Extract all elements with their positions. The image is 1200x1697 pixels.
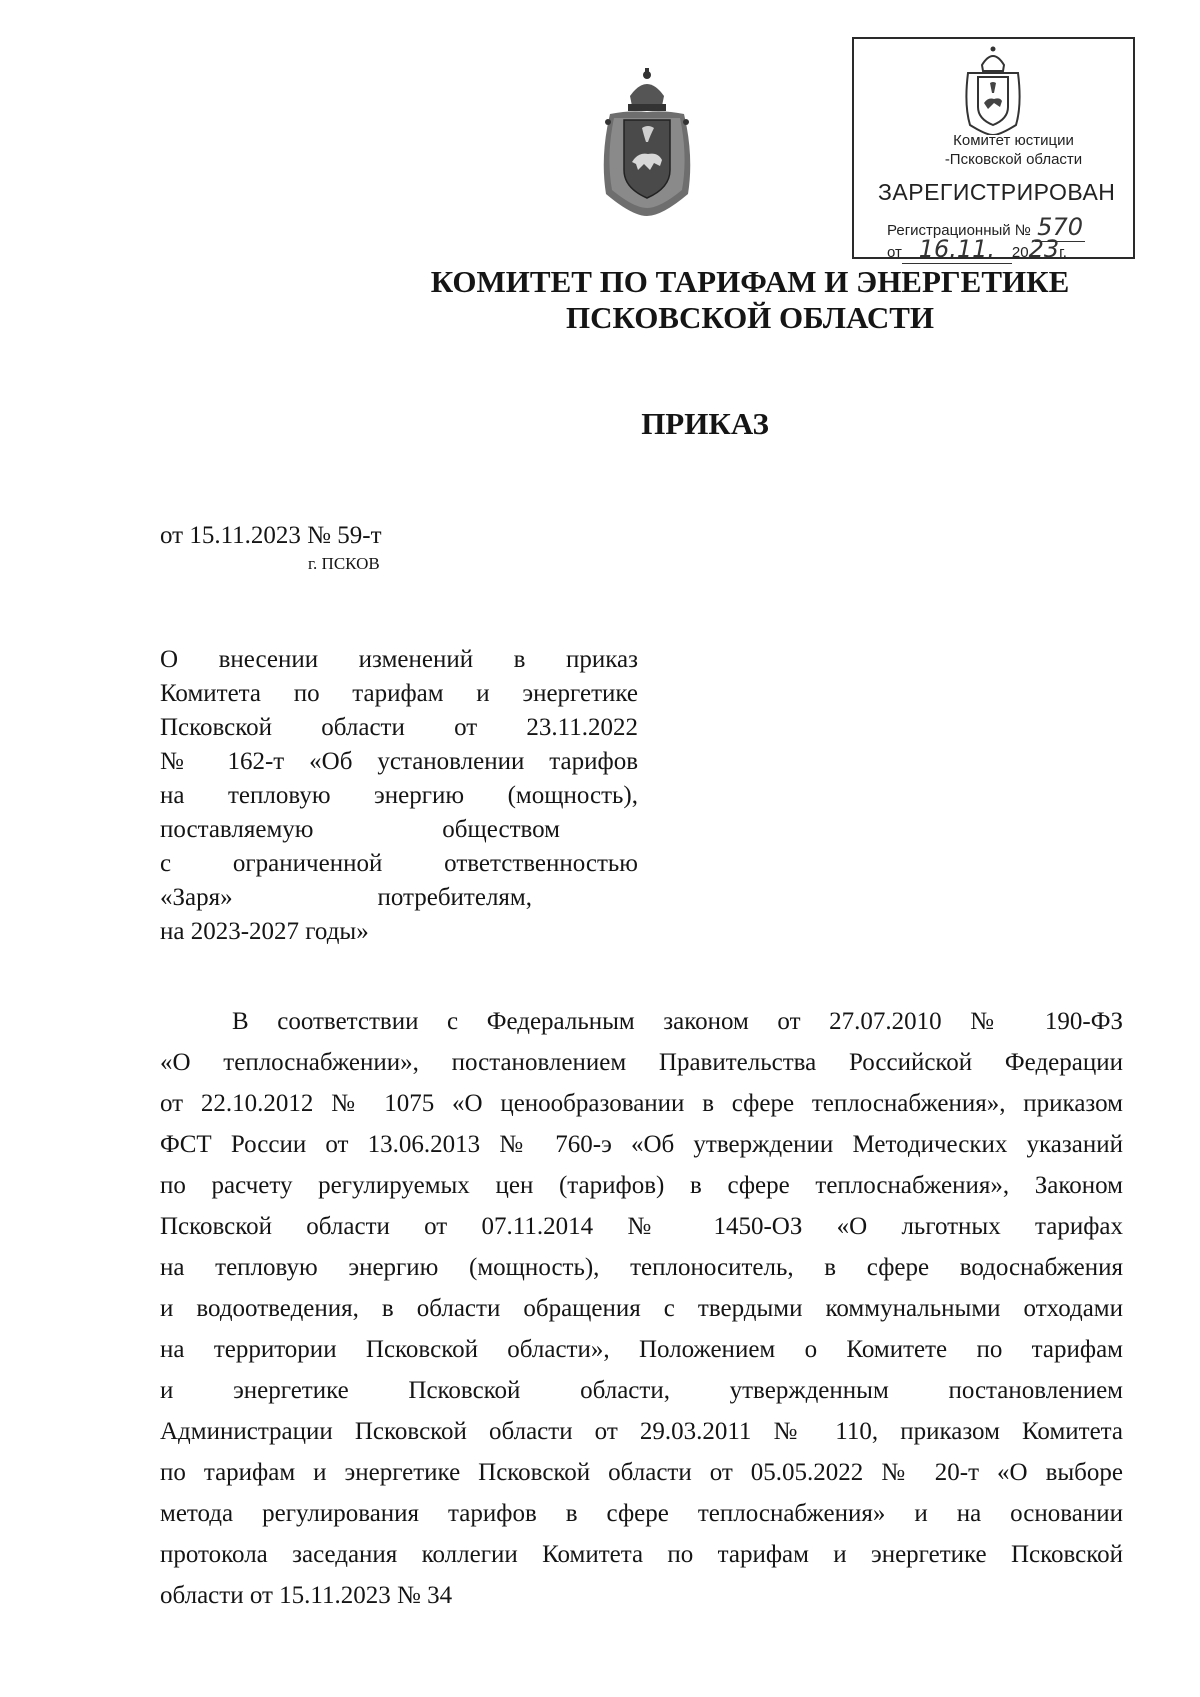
subject-word: «Заря»	[160, 884, 233, 911]
body-line: ФСТ России от 13.06.2013 № 760-э «Об утверждении Методических указаний	[160, 1131, 1123, 1158]
body-line: Администрации Псковской области от 29.03.2011 № 110, приказом Комитета	[160, 1418, 1123, 1445]
stamp-reg-label: Регистрационный №	[887, 222, 1031, 239]
body-line: на тепловую энергию (мощность), теплоноситель, в сфере водоснабжения	[160, 1254, 1123, 1281]
subject-line: Псковской области от 23.11.2022	[160, 714, 638, 741]
subject-word: потребителям,	[377, 884, 532, 911]
order-body-paragraph	[160, 1001, 1123, 1616]
body-line: и водоотведения, в области обращения с твердыми коммунальными отходами	[160, 1295, 1123, 1322]
subject-line: на 2023-2027 годы»	[160, 918, 369, 945]
org-title-line1: КОМИТЕТ ПО ТАРИФАМ И ЭНЕРГЕТИКЕ	[430, 264, 1070, 299]
order-city: г. ПСКОВ	[308, 554, 380, 573]
stamp-year-prefix: 20	[1011, 244, 1029, 261]
body-line: «О теплоснабжении», постановлением Правительства Российской Федерации	[160, 1049, 1123, 1076]
subject-line: № 162-т «Об установлении тарифов	[160, 748, 638, 775]
stamp-reg-number: 570	[1035, 213, 1085, 242]
body-line: Псковской области от 07.11.2014 № 1450-ОЗ «О льготных тарифах	[160, 1213, 1123, 1240]
coat-of-arms-emblem	[592, 66, 702, 218]
subject-line	[160, 813, 638, 847]
stamp-coat-of-arms-icon	[960, 45, 1026, 135]
subject-line: Комитета по тарифам и энергетике	[160, 680, 638, 707]
subject-word: обществом	[442, 816, 560, 843]
stamp-org-line2: -Псковской области	[944, 151, 1083, 168]
stamp-date-prefix: от	[887, 244, 902, 261]
subject-line: с ограниченной ответственностью	[160, 850, 638, 877]
stamp-date	[887, 235, 1067, 264]
body-line: по тарифам и энергетике Псковской области от 05.05.2022 № 20-т «О выборе	[160, 1459, 1123, 1486]
stamp-status: ЗАРЕГИСТРИРОВАН	[878, 179, 1116, 205]
order-date-number: от 15.11.2023 № 59-т	[160, 522, 382, 549]
body-line: В соответствии с Федеральным законом от 27.07.2010 № 190-ФЗ	[232, 1008, 1123, 1035]
order-subject	[160, 643, 638, 949]
body-line: метода регулирования тарифов в сфере теплоснабжения» и на основании	[160, 1500, 1123, 1527]
body-line: области от 15.11.2023 № 34	[160, 1582, 453, 1609]
body-line: по расчету регулируемых цен (тарифов) в сфере теплоснабжения», Законом	[160, 1172, 1123, 1199]
org-title-line2: ПСКОВСКОЙ ОБЛАСТИ	[565, 300, 935, 335]
body-line: на территории Псковской области», Положением о Комитете по тарифам	[160, 1336, 1123, 1363]
stamp-year-handwritten: 23	[1028, 235, 1060, 263]
subject-line	[160, 881, 638, 915]
stamp-date-handwritten: 16.11.	[902, 235, 1012, 264]
document-type-title: ПРИКАЗ	[641, 406, 769, 441]
subject-word: поставляемую	[160, 816, 314, 843]
stamp-org-line1: Комитет юстиции	[953, 132, 1074, 149]
body-line: и энергетике Псковской области, утвержденным постановлением	[160, 1377, 1123, 1404]
subject-line: на тепловую энергию (мощность),	[160, 782, 638, 809]
stamp-year-suffix: г.	[1059, 244, 1067, 261]
registration-stamp	[852, 37, 1135, 263]
body-line: от 22.10.2012 № 1075 «О ценообразовании в сфере теплоснабжения», приказом	[160, 1090, 1123, 1117]
body-line: протокола заседания коллегии Комитета по тарифам и энергетике Псковской	[160, 1541, 1123, 1568]
subject-line: О внесении изменений в приказ	[160, 646, 638, 673]
